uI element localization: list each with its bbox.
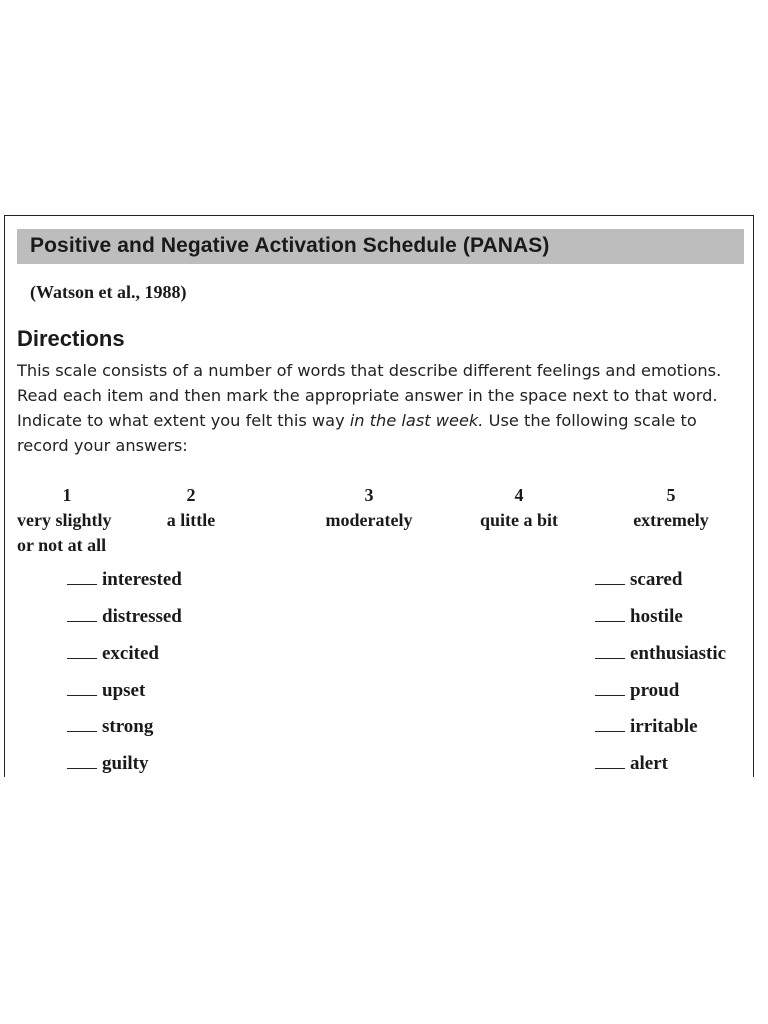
directions-text — [17, 358, 747, 458]
directions-text-before: This scale consists of a number of words that describe different feelings and emotions. Read each item and then mark the appropriate answer in the space next to that word. Indicate to what extent you felt this way — [17, 361, 722, 430]
item-row — [67, 569, 182, 591]
scale-number: 4 — [514, 485, 524, 505]
item-row — [595, 716, 698, 738]
item-label: hostile — [630, 606, 683, 627]
scale-number: 5 — [666, 485, 676, 505]
item-row — [595, 643, 726, 665]
scale-label: a little — [166, 510, 216, 530]
scale-point-4 — [463, 483, 575, 533]
item-label: enthusiastic — [630, 643, 727, 664]
page-title: Positive and Negative Activation Schedule (PANAS) — [30, 234, 550, 257]
item-row — [67, 643, 159, 665]
answer-blank[interactable] — [595, 754, 625, 769]
scale-point-3 — [310, 483, 428, 533]
scale-label: extremely — [633, 510, 709, 530]
answer-blank[interactable] — [67, 717, 97, 732]
item-row — [595, 753, 668, 775]
scale-point-2 — [147, 483, 235, 533]
answer-blank[interactable] — [595, 607, 625, 622]
answer-blank[interactable] — [67, 644, 97, 659]
scale-number: 3 — [364, 485, 374, 505]
panas-form-frame — [4, 215, 754, 777]
item-label: scared — [630, 569, 683, 590]
item-label: strong — [102, 716, 154, 737]
scale-label: very slightly — [17, 510, 112, 530]
answer-blank[interactable] — [67, 607, 97, 622]
answer-blank[interactable] — [595, 681, 625, 696]
item-label: upset — [102, 680, 146, 701]
item-label: excited — [102, 643, 159, 664]
item-row — [67, 716, 153, 738]
directions-heading: Directions — [17, 326, 125, 351]
scale-number: 1 — [62, 485, 72, 505]
answer-blank[interactable] — [595, 644, 625, 659]
directions-text-emphasis: in the last week. — [349, 411, 484, 430]
scale-label: quite a bit — [479, 510, 558, 530]
directions-text-after: Use the following scale to record your answers: — [17, 411, 697, 455]
item-row — [595, 606, 683, 628]
item-label: irritable — [630, 716, 698, 737]
answer-blank[interactable] — [67, 570, 97, 585]
scale-point-1 — [17, 483, 132, 558]
scale-label: moderately — [325, 510, 413, 530]
item-label: distressed — [102, 606, 182, 627]
item-label: proud — [630, 680, 680, 701]
scale-label-continued: or not at all — [17, 535, 107, 555]
answer-blank[interactable] — [595, 717, 625, 732]
scale-number: 2 — [186, 485, 196, 505]
item-label: guilty — [102, 753, 149, 774]
answer-blank[interactable] — [595, 570, 625, 585]
answer-blank[interactable] — [67, 681, 97, 696]
item-row — [67, 606, 182, 628]
item-label: alert — [630, 753, 668, 774]
item-row — [67, 753, 148, 775]
item-row — [67, 680, 145, 702]
item-row — [595, 569, 682, 591]
item-label: interested — [102, 569, 182, 590]
title-bar — [17, 229, 744, 264]
scale-point-5 — [617, 483, 725, 533]
item-row — [595, 680, 679, 702]
answer-blank[interactable] — [67, 754, 97, 769]
citation: (Watson et al., 1988) — [30, 282, 187, 302]
